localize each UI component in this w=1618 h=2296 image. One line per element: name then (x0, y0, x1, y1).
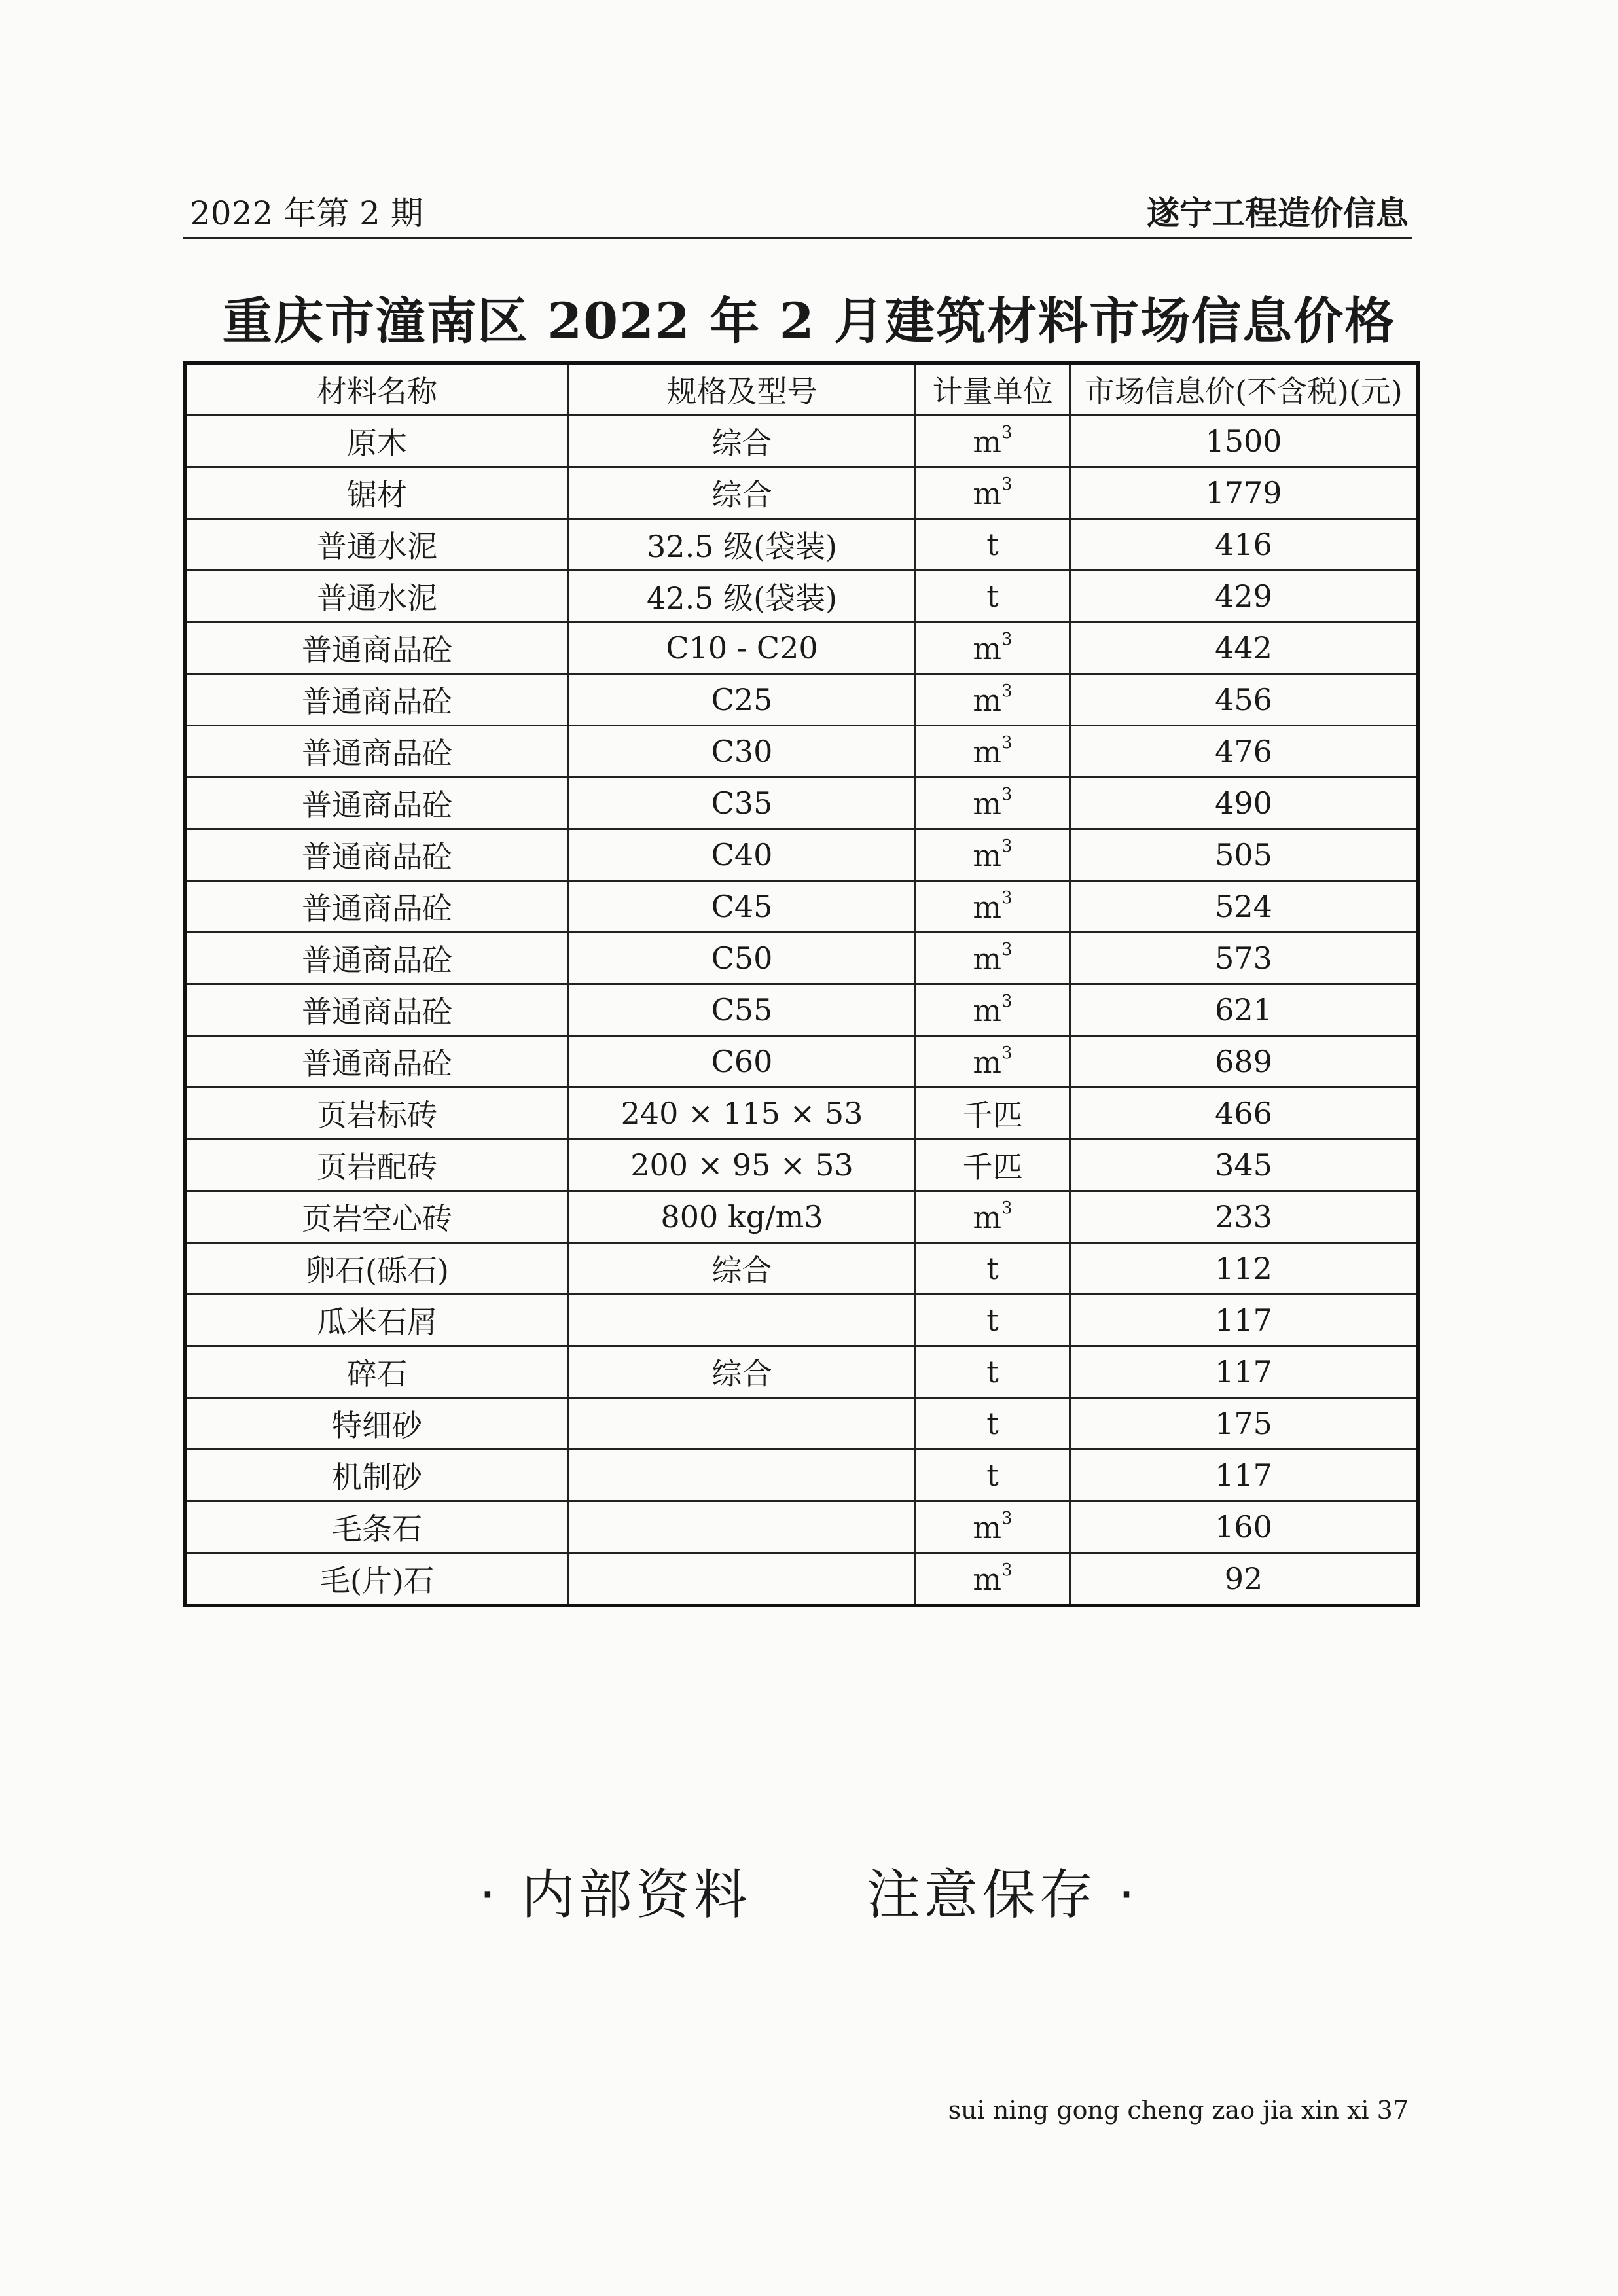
table-row (185, 1243, 1418, 1295)
spec-cell: C25 (569, 674, 916, 726)
unit-text: m (973, 838, 1002, 873)
table-row (185, 519, 1418, 571)
unit-cell (916, 881, 1070, 933)
unit-text: m (973, 1510, 1002, 1545)
unit-text: 千匹 (962, 1098, 1023, 1133)
unit-cell (916, 829, 1070, 881)
spec-cell: 32.5 级(袋装) (569, 519, 916, 571)
unit-cell (916, 726, 1070, 778)
material-name-cell: 普通商品砼 (185, 829, 569, 881)
material-name-cell: 卵石(砾石) (185, 1243, 569, 1295)
spec-cell: C30 (569, 726, 916, 778)
unit-text: t (986, 579, 999, 614)
unit-cell (916, 1036, 1070, 1088)
table-row (185, 1450, 1418, 1501)
table-row (185, 467, 1418, 519)
table-row (185, 984, 1418, 1036)
price-cell: 573 (1070, 933, 1418, 984)
material-name-cell: 普通商品砼 (185, 778, 569, 829)
price-cell: 429 (1070, 571, 1418, 622)
unit-superscript: 3 (1001, 1043, 1013, 1063)
table-row (185, 881, 1418, 933)
unit-cell (916, 1398, 1070, 1450)
price-cell: 466 (1070, 1088, 1418, 1139)
unit-superscript: 3 (1001, 1509, 1013, 1528)
price-cell: 456 (1070, 674, 1418, 726)
spec-cell: 综合 (569, 1346, 916, 1398)
unit-superscript: 3 (1001, 940, 1013, 960)
unit-cell (916, 1501, 1070, 1553)
material-name-cell: 瓜米石屑 (185, 1295, 569, 1346)
price-cell: 92 (1070, 1553, 1418, 1605)
spec-cell (569, 1398, 916, 1450)
spec-cell: 综合 (569, 467, 916, 519)
table-row (185, 829, 1418, 881)
unit-cell (916, 622, 1070, 674)
unit-cell (916, 416, 1070, 467)
material-name-cell: 普通商品砼 (185, 881, 569, 933)
spec-cell: 240 × 115 × 53 (569, 1088, 916, 1139)
spec-cell: 200 × 95 × 53 (569, 1139, 916, 1191)
price-cell: 112 (1070, 1243, 1418, 1295)
material-name-cell: 特细砂 (185, 1398, 569, 1450)
material-name-cell: 普通商品砼 (185, 1036, 569, 1088)
table-row (185, 1191, 1418, 1243)
unit-cell (916, 674, 1070, 726)
unit-text: m (973, 786, 1002, 821)
material-name-cell: 毛条石 (185, 1501, 569, 1553)
material-name-cell: 原木 (185, 416, 569, 467)
unit-cell (916, 984, 1070, 1036)
price-cell: 117 (1070, 1295, 1418, 1346)
spec-cell: C35 (569, 778, 916, 829)
price-cell: 476 (1070, 726, 1418, 778)
column-header-price: 市场信息价(不含税)(元) (1070, 363, 1418, 416)
unit-superscript: 3 (1001, 836, 1013, 856)
table-row (185, 416, 1418, 467)
publication-name: 遂宁工程造价信息 (1147, 194, 1409, 232)
unit-superscript: 3 (1001, 733, 1013, 753)
unit-text: m (973, 1045, 1002, 1080)
table-row (185, 1088, 1418, 1139)
unit-text: m (973, 1562, 1002, 1597)
price-cell: 689 (1070, 1036, 1418, 1088)
table-row (185, 571, 1418, 622)
unit-cell (916, 519, 1070, 571)
unit-text: m (973, 1200, 1002, 1235)
unit-cell (916, 1139, 1070, 1191)
spec-cell (569, 1501, 916, 1553)
spec-cell: 42.5 级(袋装) (569, 571, 916, 622)
spec-cell: C45 (569, 881, 916, 933)
price-cell: 345 (1070, 1139, 1418, 1191)
table-row (185, 674, 1418, 726)
table-row (185, 1295, 1418, 1346)
material-name-cell: 普通商品砼 (185, 674, 569, 726)
price-cell: 416 (1070, 519, 1418, 571)
unit-text: t (986, 1406, 999, 1441)
material-name-cell: 普通商品砼 (185, 984, 569, 1036)
spec-cell (569, 1553, 916, 1605)
unit-superscript: 3 (1001, 681, 1013, 701)
unit-superscript: 3 (1001, 475, 1013, 494)
spec-cell (569, 1450, 916, 1501)
spec-cell (569, 1295, 916, 1346)
page-footer: sui ning gong cheng zao jia xin xi 37 (948, 2096, 1409, 2125)
page-title: 重庆市潼南区 2022 年 2 月建筑材料市场信息价格 (222, 292, 1396, 350)
unit-text: m (973, 476, 1002, 511)
price-cell: 490 (1070, 778, 1418, 829)
price-cell: 524 (1070, 881, 1418, 933)
unit-text: t (986, 527, 999, 562)
unit-text: m (973, 631, 1002, 666)
price-cell: 175 (1070, 1398, 1418, 1450)
price-cell: 1779 (1070, 467, 1418, 519)
material-name-cell: 页岩配砖 (185, 1139, 569, 1191)
table-row (185, 933, 1418, 984)
unit-superscript: 3 (1001, 1560, 1013, 1580)
table-row (185, 1036, 1418, 1088)
material-name-cell: 毛(片)石 (185, 1553, 569, 1605)
column-header-spec: 规格及型号 (569, 363, 916, 416)
spec-cell: 800 kg/m3 (569, 1191, 916, 1243)
issue-label: 2022 年第 2 期 (190, 194, 423, 232)
unit-text: t (986, 1458, 999, 1493)
unit-text: 千匹 (962, 1149, 1023, 1185)
table-row (185, 1346, 1418, 1398)
unit-superscript: 3 (1001, 1198, 1013, 1218)
unit-cell (916, 1088, 1070, 1139)
unit-superscript: 3 (1001, 423, 1013, 442)
price-cell: 505 (1070, 829, 1418, 881)
material-name-cell: 普通商品砼 (185, 622, 569, 674)
unit-cell (916, 1295, 1070, 1346)
material-name-cell: 普通水泥 (185, 519, 569, 571)
price-cell: 442 (1070, 622, 1418, 674)
material-name-cell: 普通水泥 (185, 571, 569, 622)
unit-cell (916, 1450, 1070, 1501)
material-name-cell: 普通商品砼 (185, 933, 569, 984)
table-row (185, 1553, 1418, 1605)
unit-cell (916, 1346, 1070, 1398)
price-table (183, 361, 1420, 1607)
unit-text: t (986, 1302, 999, 1338)
spec-cell: C55 (569, 984, 916, 1036)
spec-cell: C40 (569, 829, 916, 881)
unit-cell (916, 778, 1070, 829)
spec-cell: C10 - C20 (569, 622, 916, 674)
price-cell: 117 (1070, 1346, 1418, 1398)
unit-superscript: 3 (1001, 785, 1013, 804)
material-name-cell: 碎石 (185, 1346, 569, 1398)
spec-cell: C60 (569, 1036, 916, 1088)
unit-cell (916, 1553, 1070, 1605)
material-name-cell: 页岩空心砖 (185, 1191, 569, 1243)
material-name-cell: 机制砂 (185, 1450, 569, 1501)
unit-text: m (973, 683, 1002, 718)
price-cell: 117 (1070, 1450, 1418, 1501)
price-cell: 1500 (1070, 416, 1418, 467)
internal-material-note: · 内部资料 注意保存 · (478, 1864, 1140, 1926)
unit-cell (916, 1243, 1070, 1295)
header-rule (183, 237, 1412, 239)
table-body (185, 416, 1418, 1605)
spec-cell: C50 (569, 933, 916, 984)
table-row (185, 726, 1418, 778)
unit-cell (916, 571, 1070, 622)
unit-text: m (973, 734, 1002, 770)
unit-text: m (973, 889, 1002, 925)
table-row (185, 622, 1418, 674)
unit-superscript: 3 (1001, 888, 1013, 908)
unit-text: m (973, 424, 1002, 459)
unit-superscript: 3 (1001, 630, 1013, 649)
price-cell: 621 (1070, 984, 1418, 1036)
price-cell: 233 (1070, 1191, 1418, 1243)
table-header-row (185, 363, 1418, 416)
table-row (185, 1398, 1418, 1450)
material-name-cell: 普通商品砼 (185, 726, 569, 778)
table-row (185, 1139, 1418, 1191)
unit-text: t (986, 1354, 999, 1390)
table-row (185, 778, 1418, 829)
unit-text: m (973, 941, 1002, 977)
column-header-unit: 计量单位 (916, 363, 1070, 416)
unit-text: m (973, 993, 1002, 1028)
material-name-cell: 锯材 (185, 467, 569, 519)
unit-cell (916, 933, 1070, 984)
unit-text: t (986, 1251, 999, 1286)
unit-superscript: 3 (1001, 992, 1013, 1011)
price-cell: 160 (1070, 1501, 1418, 1553)
spec-cell: 综合 (569, 1243, 916, 1295)
column-header-name: 材料名称 (185, 363, 569, 416)
table-row (185, 1501, 1418, 1553)
unit-cell (916, 1191, 1070, 1243)
material-name-cell: 页岩标砖 (185, 1088, 569, 1139)
unit-cell (916, 467, 1070, 519)
spec-cell: 综合 (569, 416, 916, 467)
